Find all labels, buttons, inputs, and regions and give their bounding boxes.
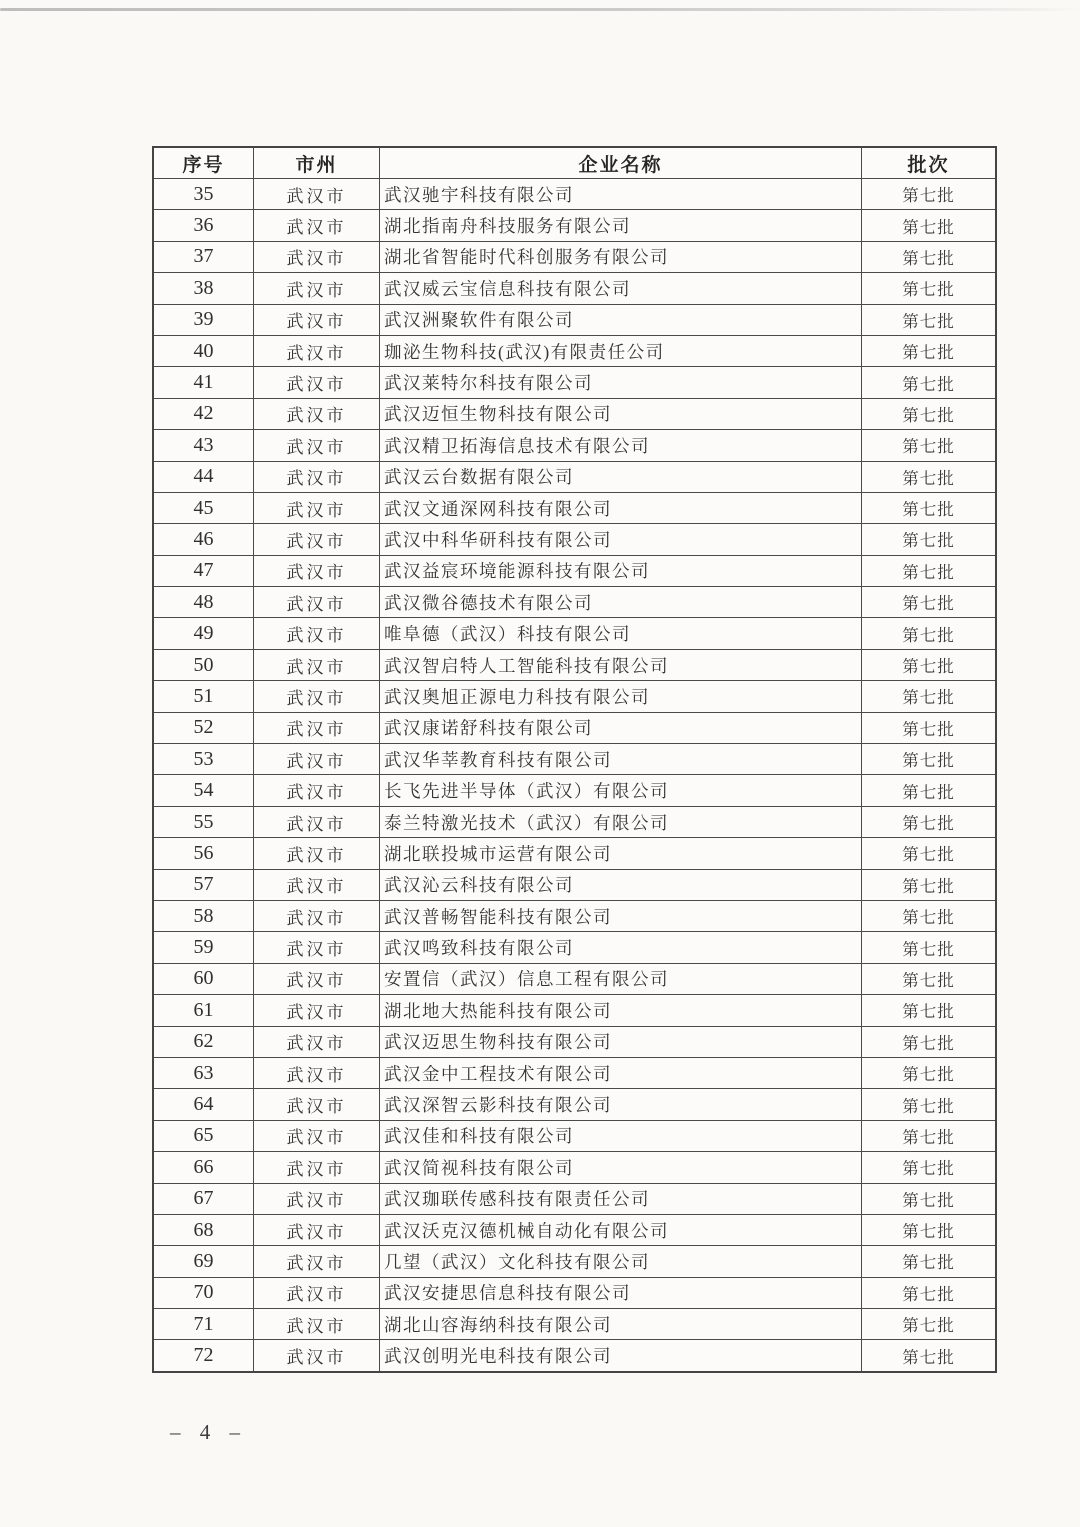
cell-batch: 第七批 — [862, 1089, 997, 1120]
cell-serial-number: 64 — [153, 1089, 254, 1120]
cell-batch: 第七批 — [862, 1057, 997, 1088]
cell-company-name: 武汉驰宇科技有限公司 — [380, 179, 862, 210]
cell-city: 武汉市 — [254, 932, 380, 963]
table-header — [153, 147, 996, 179]
table-row — [153, 1340, 996, 1372]
cell-batch: 第七批 — [862, 963, 997, 994]
cell-city: 武汉市 — [254, 1246, 380, 1277]
cell-batch: 第七批 — [862, 995, 997, 1026]
table-row — [153, 241, 996, 272]
table-row — [153, 681, 996, 712]
table-row — [153, 995, 996, 1026]
cell-serial-number: 72 — [153, 1340, 254, 1372]
cell-serial-number: 49 — [153, 618, 254, 649]
cell-serial-number: 54 — [153, 775, 254, 806]
cell-company-name: 湖北山容海纳科技有限公司 — [380, 1309, 862, 1340]
cell-company-name: 武汉迈恒生物科技有限公司 — [380, 398, 862, 429]
table-row — [153, 1214, 996, 1245]
table-row — [153, 838, 996, 869]
cell-company-name: 武汉简视科技有限公司 — [380, 1152, 862, 1183]
table-row — [153, 618, 996, 649]
cell-batch: 第七批 — [862, 618, 997, 649]
cell-company-name: 湖北联投城市运营有限公司 — [380, 838, 862, 869]
cell-company-name: 湖北省智能时代科创服务有限公司 — [380, 241, 862, 272]
cell-batch: 第七批 — [862, 461, 997, 492]
cell-batch: 第七批 — [862, 806, 997, 837]
cell-batch: 第七批 — [862, 335, 997, 366]
cell-company-name: 武汉迈思生物科技有限公司 — [380, 1026, 862, 1057]
cell-city: 武汉市 — [254, 744, 380, 775]
table-row — [153, 1183, 996, 1214]
table-row — [153, 963, 996, 994]
cell-city: 武汉市 — [254, 1183, 380, 1214]
cell-batch: 第七批 — [862, 1309, 997, 1340]
table-row — [153, 1026, 996, 1057]
cell-serial-number: 50 — [153, 649, 254, 680]
cell-serial-number: 53 — [153, 744, 254, 775]
cell-serial-number: 60 — [153, 963, 254, 994]
cell-serial-number: 55 — [153, 806, 254, 837]
table-row — [153, 1057, 996, 1088]
cell-company-name: 珈泌生物科技(武汉)有限责任公司 — [380, 335, 862, 366]
cell-city: 武汉市 — [254, 210, 380, 241]
cell-city: 武汉市 — [254, 1120, 380, 1151]
cell-company-name: 武汉佳和科技有限公司 — [380, 1120, 862, 1151]
table-row — [153, 1246, 996, 1277]
cell-company-name: 武汉康诺舒科技有限公司 — [380, 712, 862, 743]
cell-city: 武汉市 — [254, 681, 380, 712]
table-row — [153, 775, 996, 806]
table-row — [153, 1152, 996, 1183]
cell-city: 武汉市 — [254, 775, 380, 806]
cell-company-name: 武汉珈联传感科技有限责任公司 — [380, 1183, 862, 1214]
cell-serial-number: 70 — [153, 1277, 254, 1308]
col-header-company-name: 企业名称 — [380, 147, 862, 179]
cell-serial-number: 43 — [153, 430, 254, 461]
table-row — [153, 1089, 996, 1120]
cell-batch: 第七批 — [862, 869, 997, 900]
cell-city: 武汉市 — [254, 304, 380, 335]
table-row — [153, 430, 996, 461]
cell-company-name: 武汉云台数据有限公司 — [380, 461, 862, 492]
cell-city: 武汉市 — [254, 1026, 380, 1057]
cell-batch: 第七批 — [862, 1120, 997, 1151]
table-row — [153, 649, 996, 680]
cell-city: 武汉市 — [254, 179, 380, 210]
cell-company-name: 武汉奥旭正源电力科技有限公司 — [380, 681, 862, 712]
cell-serial-number: 48 — [153, 587, 254, 618]
cell-serial-number: 45 — [153, 492, 254, 523]
cell-serial-number: 35 — [153, 179, 254, 210]
cell-city: 武汉市 — [254, 1089, 380, 1120]
cell-city: 武汉市 — [254, 335, 380, 366]
cell-batch: 第七批 — [862, 492, 997, 523]
cell-batch: 第七批 — [862, 900, 997, 931]
cell-batch: 第七批 — [862, 1277, 997, 1308]
cell-company-name: 武汉文通深网科技有限公司 — [380, 492, 862, 523]
cell-batch: 第七批 — [862, 775, 997, 806]
table-row — [153, 712, 996, 743]
cell-company-name: 唯阜德（武汉）科技有限公司 — [380, 618, 862, 649]
cell-serial-number: 40 — [153, 335, 254, 366]
cell-city: 武汉市 — [254, 398, 380, 429]
table-row — [153, 461, 996, 492]
cell-company-name: 湖北地大热能科技有限公司 — [380, 995, 862, 1026]
cell-serial-number: 36 — [153, 210, 254, 241]
cell-batch: 第七批 — [862, 932, 997, 963]
cell-city: 武汉市 — [254, 1214, 380, 1245]
table-row — [153, 367, 996, 398]
cell-city: 武汉市 — [254, 241, 380, 272]
cell-serial-number: 37 — [153, 241, 254, 272]
table-row — [153, 524, 996, 555]
cell-batch: 第七批 — [862, 210, 997, 241]
cell-company-name: 安置信（武汉）信息工程有限公司 — [380, 963, 862, 994]
cell-city: 武汉市 — [254, 712, 380, 743]
cell-serial-number: 71 — [153, 1309, 254, 1340]
cell-city: 武汉市 — [254, 900, 380, 931]
cell-batch: 第七批 — [862, 1246, 997, 1277]
cell-city: 武汉市 — [254, 995, 380, 1026]
col-header-serial-number: 序号 — [153, 147, 254, 179]
cell-company-name: 武汉微谷德技术有限公司 — [380, 587, 862, 618]
table-row — [153, 335, 996, 366]
cell-city: 武汉市 — [254, 806, 380, 837]
cell-serial-number: 56 — [153, 838, 254, 869]
cell-city: 武汉市 — [254, 461, 380, 492]
cell-serial-number: 65 — [153, 1120, 254, 1151]
table-row — [153, 806, 996, 837]
table-row — [153, 1120, 996, 1151]
col-header-batch: 批次 — [862, 147, 997, 179]
cell-serial-number: 52 — [153, 712, 254, 743]
table-row — [153, 932, 996, 963]
cell-serial-number: 68 — [153, 1214, 254, 1245]
table-row — [153, 1277, 996, 1308]
cell-batch: 第七批 — [862, 179, 997, 210]
cell-company-name: 泰兰特激光技术（武汉）有限公司 — [380, 806, 862, 837]
table-row — [153, 555, 996, 586]
cell-company-name: 武汉威云宝信息科技有限公司 — [380, 273, 862, 304]
cell-serial-number: 62 — [153, 1026, 254, 1057]
cell-city: 武汉市 — [254, 430, 380, 461]
cell-company-name: 武汉金中工程技术有限公司 — [380, 1057, 862, 1088]
cell-batch: 第七批 — [862, 649, 997, 680]
cell-serial-number: 51 — [153, 681, 254, 712]
cell-batch: 第七批 — [862, 838, 997, 869]
table-row — [153, 1309, 996, 1340]
cell-batch: 第七批 — [862, 1340, 997, 1372]
cell-company-name: 武汉智启特人工智能科技有限公司 — [380, 649, 862, 680]
cell-city: 武汉市 — [254, 273, 380, 304]
cell-company-name: 几望（武汉）文化科技有限公司 — [380, 1246, 862, 1277]
cell-serial-number: 46 — [153, 524, 254, 555]
table-row — [153, 398, 996, 429]
cell-company-name: 武汉洲聚软件有限公司 — [380, 304, 862, 335]
cell-company-name: 长飞先进半导体（武汉）有限公司 — [380, 775, 862, 806]
cell-batch: 第七批 — [862, 712, 997, 743]
cell-company-name: 武汉沃克汉德机械自动化有限公司 — [380, 1214, 862, 1245]
cell-batch: 第七批 — [862, 273, 997, 304]
cell-company-name: 武汉益宸环境能源科技有限公司 — [380, 555, 862, 586]
cell-company-name: 武汉精卫拓海信息技术有限公司 — [380, 430, 862, 461]
cell-city: 武汉市 — [254, 869, 380, 900]
cell-company-name: 武汉鸣致科技有限公司 — [380, 932, 862, 963]
cell-batch: 第七批 — [862, 555, 997, 586]
cell-serial-number: 42 — [153, 398, 254, 429]
cell-serial-number: 61 — [153, 995, 254, 1026]
cell-city: 武汉市 — [254, 1340, 380, 1372]
cell-serial-number: 63 — [153, 1057, 254, 1088]
table-row — [153, 900, 996, 931]
table-row — [153, 587, 996, 618]
cell-serial-number: 66 — [153, 1152, 254, 1183]
cell-batch: 第七批 — [862, 1026, 997, 1057]
cell-city: 武汉市 — [254, 1152, 380, 1183]
cell-city: 武汉市 — [254, 492, 380, 523]
cell-company-name: 武汉创明光电科技有限公司 — [380, 1340, 862, 1372]
cell-city: 武汉市 — [254, 963, 380, 994]
cell-serial-number: 44 — [153, 461, 254, 492]
cell-city: 武汉市 — [254, 587, 380, 618]
cell-company-name: 武汉中科华研科技有限公司 — [380, 524, 862, 555]
cell-serial-number: 57 — [153, 869, 254, 900]
cell-company-name: 武汉华莘教育科技有限公司 — [380, 744, 862, 775]
cell-company-name: 武汉莱特尔科技有限公司 — [380, 367, 862, 398]
cell-serial-number: 38 — [153, 273, 254, 304]
cell-city: 武汉市 — [254, 1057, 380, 1088]
cell-serial-number: 59 — [153, 932, 254, 963]
table-row — [153, 869, 996, 900]
cell-batch: 第七批 — [862, 524, 997, 555]
cell-company-name: 武汉深智云影科技有限公司 — [380, 1089, 862, 1120]
cell-batch: 第七批 — [862, 241, 997, 272]
cell-batch: 第七批 — [862, 587, 997, 618]
table-body — [153, 179, 996, 1372]
cell-serial-number: 41 — [153, 367, 254, 398]
cell-serial-number: 39 — [153, 304, 254, 335]
cell-batch: 第七批 — [862, 1214, 997, 1245]
cell-city: 武汉市 — [254, 649, 380, 680]
table-row — [153, 179, 996, 210]
cell-company-name: 武汉沁云科技有限公司 — [380, 869, 862, 900]
company-table — [152, 146, 997, 1373]
cell-city: 武汉市 — [254, 524, 380, 555]
cell-serial-number: 47 — [153, 555, 254, 586]
table-row — [153, 304, 996, 335]
cell-batch: 第七批 — [862, 430, 997, 461]
table-row — [153, 492, 996, 523]
cell-batch: 第七批 — [862, 398, 997, 429]
table-header-row — [153, 147, 996, 179]
cell-company-name: 武汉普畅智能科技有限公司 — [380, 900, 862, 931]
cell-city: 武汉市 — [254, 555, 380, 586]
col-header-city: 市州 — [254, 147, 380, 179]
cell-batch: 第七批 — [862, 744, 997, 775]
cell-batch: 第七批 — [862, 681, 997, 712]
cell-company-name: 武汉安捷思信息科技有限公司 — [380, 1277, 862, 1308]
scan-artifact-top-line — [0, 8, 1080, 11]
cell-batch: 第七批 — [862, 304, 997, 335]
cell-serial-number: 67 — [153, 1183, 254, 1214]
cell-batch: 第七批 — [862, 367, 997, 398]
cell-serial-number: 69 — [153, 1246, 254, 1277]
cell-city: 武汉市 — [254, 838, 380, 869]
cell-batch: 第七批 — [862, 1183, 997, 1214]
table-row — [153, 744, 996, 775]
cell-city: 武汉市 — [254, 1309, 380, 1340]
table-row — [153, 273, 996, 304]
cell-batch: 第七批 — [862, 1152, 997, 1183]
cell-city: 武汉市 — [254, 1277, 380, 1308]
cell-city: 武汉市 — [254, 367, 380, 398]
cell-serial-number: 58 — [153, 900, 254, 931]
cell-company-name: 湖北指南舟科技服务有限公司 — [380, 210, 862, 241]
cell-city: 武汉市 — [254, 618, 380, 649]
table-row — [153, 210, 996, 241]
page-number: – 4 – — [170, 1420, 247, 1444]
